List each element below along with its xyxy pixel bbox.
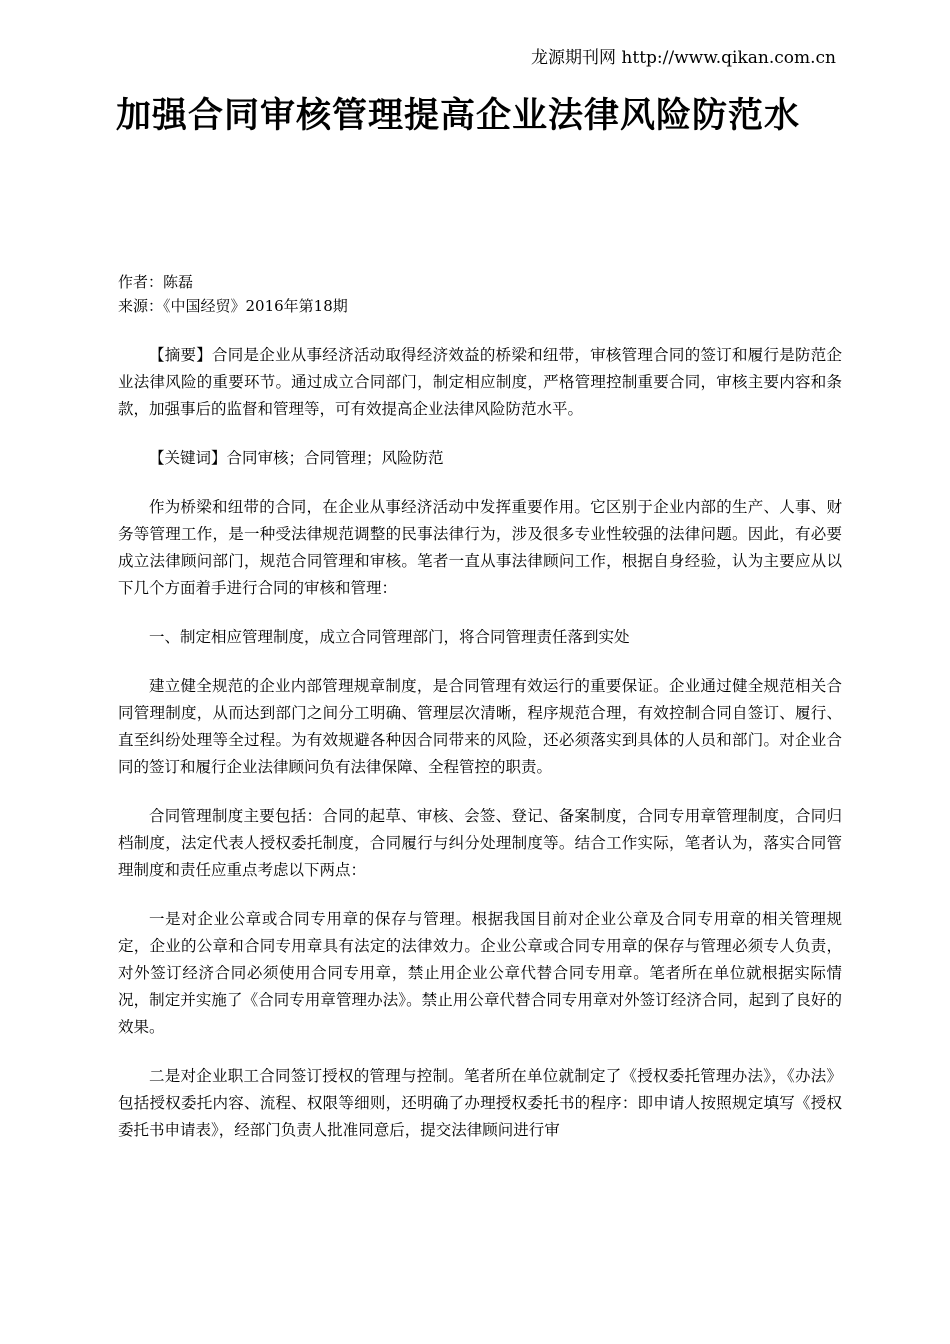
body-paragraph: 合同管理制度主要包括：合同的起草、审核、会签、登记、备案制度，合同专用章管理制度，合同归档制度，法定代表人授权委托制度，合同履行与纠分处理制度等。结合工作实际，笔者认为，落实合同管理制度和责任应重点考虑以下两点： xyxy=(118,807,842,879)
body-paragraph: 作为桥梁和纽带的合同，在企业从事经济活动中发挥重要作用。它区别于企业内部的生产、人事、财务等管理工作，是一种受法律规范调整的民事法律行为，涉及很多专业性较强的法律问题。因此，有必要成立法律顾问部门，规范合同管理和审核。笔者一直从事法律顾问工作，根据自身经验，认为主要应从以下几个方面着手进行合同的审核和管理： xyxy=(118,498,842,597)
section-heading: 一、制定相应管理制度，成立合同管理部门，将合同管理责任落到实处 xyxy=(149,628,630,646)
site-header[interactable]: 龙源期刊网 http://www.qikan.com.cn xyxy=(531,48,836,68)
body-paragraph: 建立健全规范的企业内部管理规章制度，是合同管理有效运行的重要保证。企业通过健全规范相关合同管理制度，从而达到部门之间分工明确、管理层次清晰，程序规范合理，有效控制合同自签订、履行、直至纠纷处理等全过程。为有效规避各种因合同带来的风险，还必须落实到具体的人员和部门。对企业合同的签订和履行企业法律顾问负有法律保障、全程管控的职责。 xyxy=(118,677,842,776)
article-body xyxy=(118,342,842,1166)
article-author: 作者：陈磊 xyxy=(118,273,194,291)
body-paragraph: 一是对企业公章或合同专用章的保存与管理。根据我国目前对企业公章及合同专用章的相关管理规定，企业的公章和合同专用章具有法定的法律效力。企业公章或合同专用章的保存与管理必须专人负责，对外签订经济合同必须使用合同专用章，禁止用企业公章代替合同专用章。笔者所在单位就根据实际情况，制定并实施了《合同专用章管理办法》。禁止用公章代替合同专用章对外签订经济合同，起到了良好的效果。 xyxy=(118,910,842,1036)
keywords-paragraph: 【关键词】合同审核；合同管理；风险防范 xyxy=(149,449,444,467)
article-source: 来源：《中国经贸》2016年第18期 xyxy=(118,297,348,315)
article-title: 加强合同审核管理提高企业法律风险防范水 xyxy=(116,96,801,136)
abstract-paragraph: 【摘要】合同是企业从事经济活动取得经济效益的桥梁和纽带，审核管理合同的签订和履行是防范企业法律风险的重要环节。通过成立合同部门，制定相应制度，严格管理控制重要合同，审核主要内容和条款，加强事后的监督和管理等，可有效提高企业法律风险防范水平。 xyxy=(118,346,842,418)
body-paragraph: 二是对企业职工合同签订授权的管理与控制。笔者所在单位就制定了《授权委托管理办法》，《办法》包括授权委托内容、流程、权限等细则，还明确了办理授权委托书的程序：即申请人按照规定填写《授权委托书申请表》，经部门负责人批准同意后，提交法律顾问进行审 xyxy=(118,1067,842,1139)
